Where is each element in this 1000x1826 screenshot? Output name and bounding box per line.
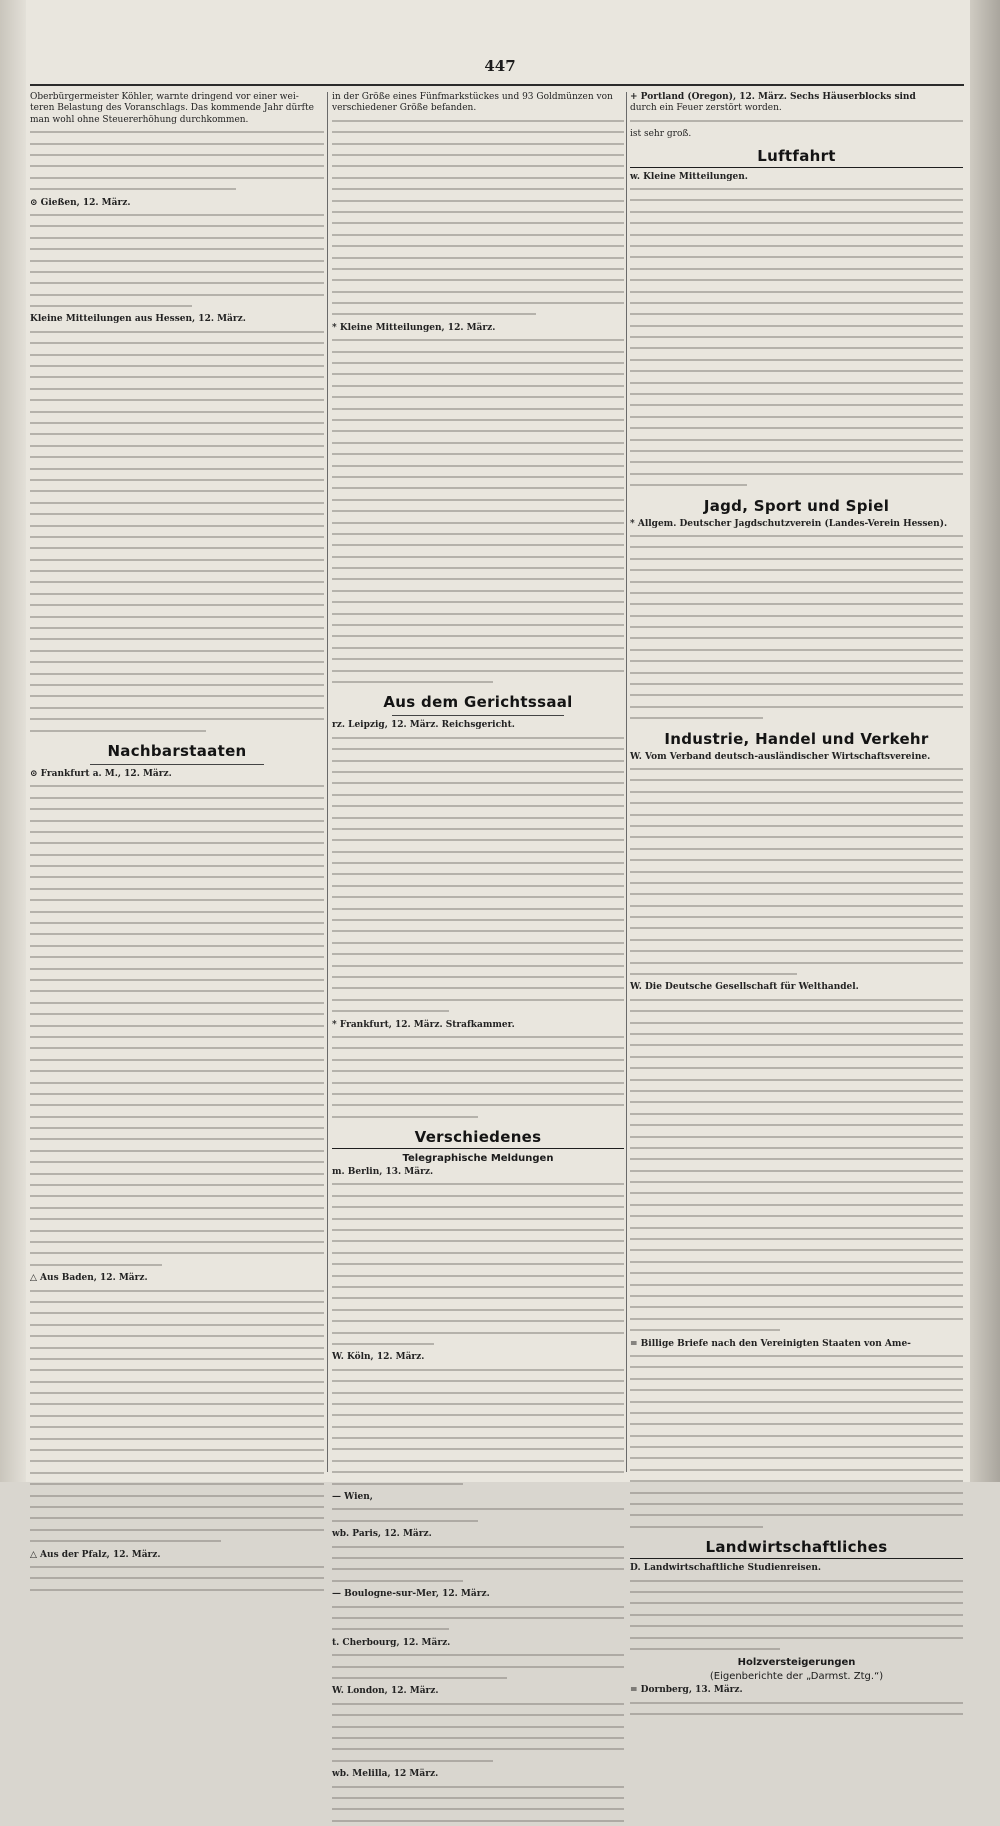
paragraph-lead: wb. Paris, 12. März. bbox=[332, 1529, 624, 1540]
illegible-text bbox=[630, 183, 963, 491]
paragraph bbox=[332, 1529, 624, 1586]
column-1 bbox=[30, 92, 324, 1472]
section-heading: Verschiedenes bbox=[332, 1128, 624, 1149]
illegible-text bbox=[630, 1575, 963, 1655]
subheading: Holzversteigerungen bbox=[630, 1657, 963, 1668]
paragraph-lead: * Frankfurt, 12. März. Strafkammer. bbox=[332, 1020, 624, 1031]
paragraph bbox=[332, 1686, 624, 1766]
illegible-text bbox=[30, 209, 324, 312]
paragraph-lead: W. London, 12. März. bbox=[332, 1686, 624, 1697]
paragraph-lead: = Dornberg, 13. März. bbox=[630, 1685, 963, 1696]
text-line: Oberbürgermeister Köhler, warnte dringend vor einer wei- bbox=[30, 92, 324, 103]
divider bbox=[392, 715, 564, 716]
paragraph-lead: — Boulogne-sur-Mer, 12. März. bbox=[332, 1589, 624, 1600]
illegible-text bbox=[332, 1781, 624, 1826]
paragraph bbox=[332, 720, 624, 1016]
paragraph-lead: t. Cherbourg, 12. März. bbox=[332, 1638, 624, 1649]
section-heading: Aus dem Gerichtssaal bbox=[332, 693, 624, 711]
paragraph bbox=[332, 92, 624, 320]
illegible-text bbox=[332, 1178, 624, 1349]
paragraph-lead: △ Aus der Pfalz, 12. März. bbox=[30, 1550, 324, 1561]
column-divider bbox=[626, 92, 627, 1472]
section-heading: Luftfahrt bbox=[630, 147, 963, 168]
paragraph-lead: * Kleine Mitteilungen, 12. März. bbox=[332, 323, 624, 334]
illegible-text bbox=[332, 1503, 624, 1526]
illegible-text bbox=[332, 732, 624, 1017]
paragraph bbox=[630, 92, 963, 141]
illegible-text bbox=[332, 1649, 624, 1683]
section-heading: Industrie, Handel und Verkehr bbox=[630, 730, 963, 748]
paragraph bbox=[332, 1769, 624, 1826]
text-line: man wohl ohne Steuererhöhung durchkommen. bbox=[30, 115, 324, 126]
text-line: verschiedener Größe befanden. bbox=[332, 103, 624, 114]
illegible-text bbox=[630, 763, 963, 979]
paragraph-lead: Kleine Mitteilungen aus Hessen, 12. März. bbox=[30, 314, 324, 325]
paragraph bbox=[630, 1563, 963, 1654]
paragraph-lead: m. Berlin, 13. März. bbox=[332, 1167, 624, 1178]
section-heading: Landwirtschaftliches bbox=[630, 1538, 963, 1559]
text-line: durch ein Feuer zerstört worden. bbox=[630, 103, 963, 114]
paragraph-lead: — Wien, bbox=[332, 1492, 624, 1503]
paragraph bbox=[630, 1339, 963, 1533]
paragraph bbox=[332, 1020, 624, 1123]
paragraph bbox=[30, 1550, 324, 1596]
paragraph bbox=[630, 1685, 963, 1719]
illegible-text bbox=[332, 1541, 624, 1587]
text-line: in der Größe eines Fünfmarkstückes und 93 Goldmünzen von bbox=[332, 92, 624, 103]
section-heading: Nachbarstaaten bbox=[30, 742, 324, 760]
paragraph bbox=[332, 1589, 624, 1635]
illegible-text bbox=[30, 1285, 324, 1547]
illegible-text bbox=[630, 1350, 963, 1532]
paragraph-lead: * Allgem. Deutscher Jagdschutzverein (Landes-Verein Hessen). bbox=[630, 519, 963, 530]
illegible-text bbox=[332, 334, 624, 687]
illegible-text bbox=[30, 780, 324, 1270]
text-line: ist sehr groß. bbox=[630, 129, 963, 140]
illegible-text bbox=[332, 1364, 624, 1489]
paragraph bbox=[630, 519, 963, 724]
illegible-text bbox=[332, 1601, 624, 1635]
paragraph bbox=[30, 769, 324, 1270]
paragraph bbox=[332, 1167, 624, 1349]
paragraph bbox=[332, 1638, 624, 1684]
paragraph bbox=[630, 172, 963, 491]
paragraph-lead: W. Die Deutsche Gesellschaft für Welthandel. bbox=[630, 982, 963, 993]
paragraph bbox=[30, 92, 324, 195]
paragraph-lead: △ Aus Baden, 12. März. bbox=[30, 1273, 324, 1284]
header-rule bbox=[30, 84, 964, 86]
paragraph-lead: ⊙ Frankfurt a. M., 12. März. bbox=[30, 769, 324, 780]
illegible-text bbox=[332, 1698, 624, 1766]
illegible-text bbox=[30, 326, 324, 736]
divider bbox=[90, 764, 264, 765]
illegible-text bbox=[332, 115, 624, 320]
page-edge-right bbox=[970, 0, 1000, 1482]
column-3 bbox=[630, 92, 963, 1472]
column-2 bbox=[332, 92, 624, 1472]
illegible-text bbox=[630, 1697, 963, 1720]
paragraph-lead: rz. Leipzig, 12. März. Reichsgericht. bbox=[332, 720, 624, 731]
paragraph-lead: W. Köln, 12. März. bbox=[332, 1352, 624, 1363]
paragraph-lead: ⊙ Gießen, 12. März. bbox=[30, 198, 324, 209]
paragraph bbox=[332, 323, 624, 688]
text-line: teren Belastung des Voranschlags. Das kommende Jahr dürfte bbox=[30, 103, 324, 114]
paragraph-lead: w. Kleine Mitteilungen. bbox=[630, 172, 963, 183]
illegible-text bbox=[30, 1561, 324, 1595]
paragraph-lead: wb. Melilla, 12 März. bbox=[332, 1769, 624, 1780]
paragraph bbox=[630, 982, 963, 1335]
paragraph-lead: W. Vom Verband deutsch-ausländischer Wirtschaftsvereine. bbox=[630, 752, 963, 763]
column-divider bbox=[327, 92, 328, 1472]
subheading-source: (Eigenberichte der „Darmst. Ztg.“) bbox=[630, 1671, 963, 1682]
binding-edge-left bbox=[0, 0, 26, 1482]
illegible-text bbox=[30, 126, 324, 194]
section-heading: Jagd, Sport und Spiel bbox=[630, 497, 963, 515]
text-line: + Portland (Oregon), 12. März. Sechs Häuserblocks sind bbox=[630, 92, 963, 103]
paragraph bbox=[30, 198, 324, 312]
paragraph bbox=[332, 1352, 624, 1489]
illegible-text bbox=[332, 1031, 624, 1122]
illegible-text bbox=[630, 530, 963, 724]
paragraph bbox=[630, 752, 963, 980]
page-number: 447 bbox=[450, 57, 550, 75]
paragraph bbox=[30, 314, 324, 735]
subheading: Telegraphische Meldungen bbox=[332, 1153, 624, 1164]
illegible-text bbox=[630, 115, 963, 126]
paragraph-lead: = Billige Briefe nach den Vereinigten Staaten von Ame- bbox=[630, 1339, 963, 1350]
paragraph-lead: D. Landwirtschaftliche Studienreisen. bbox=[630, 1563, 963, 1574]
paragraph bbox=[30, 1273, 324, 1546]
paragraph bbox=[332, 1492, 624, 1526]
illegible-text bbox=[630, 994, 963, 1336]
